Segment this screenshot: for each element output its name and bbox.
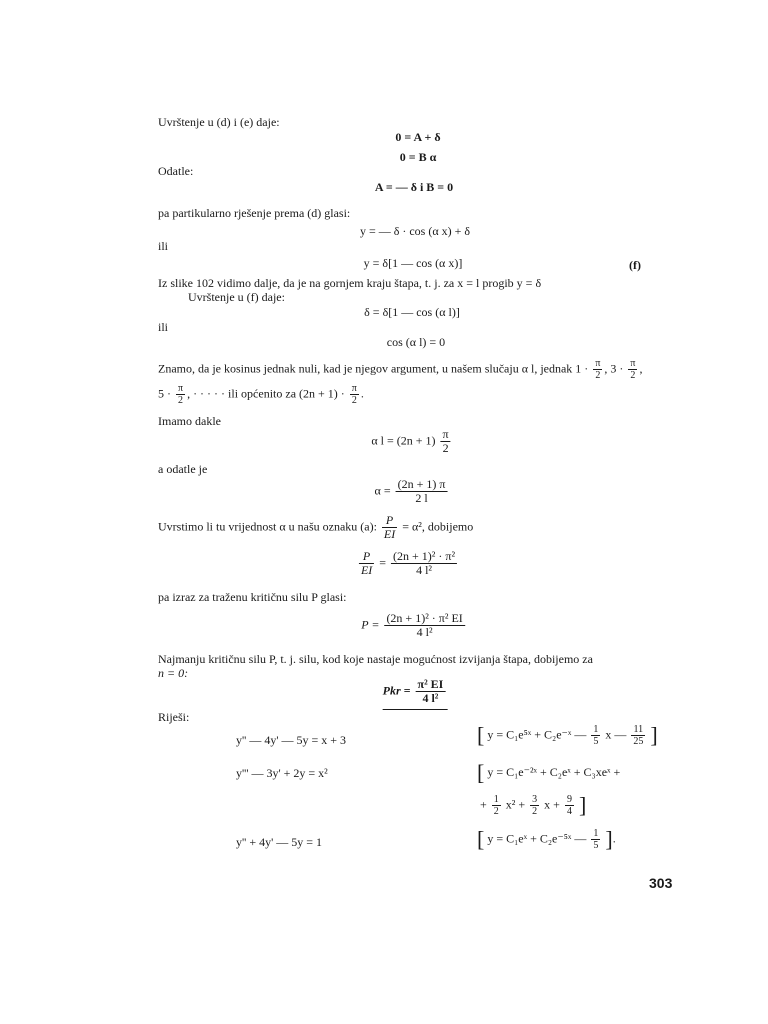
fraction: $\frac{P}{EI}$ <box>383 513 396 542</box>
boxed-result: Pkr = $\frac{\text{π² EI}}{\text{4 l²}}$ <box>383 678 448 710</box>
text-line: pa partikularno rješenje prema (d) glasi: <box>158 206 351 220</box>
fraction: $\frac{9}{4}$ <box>566 794 572 817</box>
text-line: ili <box>158 320 169 334</box>
fraction: $\frac{\text{(2n + 1)² · π²}}{\text{4 l²}}$ <box>393 549 456 578</box>
text-line: n = 0: <box>158 666 189 680</box>
page-number: 303 <box>649 875 673 891</box>
text-line: pa izraz za traženu kritičnu silu P glasi: <box>158 590 347 604</box>
fraction: $\frac{\text{π² EI}}{\text{4 l²}}$ <box>417 677 444 706</box>
text-line: ili <box>158 239 169 253</box>
text-line: Uvrštenje u (d) i (e) daje: <box>158 115 280 129</box>
equation: α l = (2n + 1) $\frac{\pi}{2}$ <box>371 427 449 456</box>
fraction: $\frac{\pi}{2}$ <box>442 427 449 456</box>
fraction: $\frac{1}{2}$ <box>493 794 499 817</box>
text-line: Odatle: <box>158 164 194 178</box>
text-line: 5 · $\frac{\pi}{2}$ , · · · · · ili općenito za (2n + 1) · $\frac{\pi}{2}$ . <box>158 383 364 406</box>
fraction: $\frac{\pi}{2}$ <box>351 383 357 406</box>
fraction: $\frac{\pi}{2}$ <box>630 358 636 381</box>
equation: 0 = B α <box>399 150 437 164</box>
exercise-answer-continued: + $\frac{1}{2}$ x² + $\frac{3}{2}$ x + $\frac{9}{4}$ ] <box>480 792 587 818</box>
text-line: Uvrštenje u (f) daje: <box>188 290 285 304</box>
exercise-answer: [ y = C₁e⁻²ˣ + C₂eˣ + C₃xeˣ + <box>477 760 621 785</box>
equation: A = — δ i B = 0 <box>374 180 454 194</box>
text-line: Uvrstimo li tu vrijednost α u našu oznaku (a): $\frac{P}{EI}$ = α², dobijemo <box>158 513 474 542</box>
text-line: a odatle je <box>158 462 208 476</box>
fraction: $\frac{\pi}{2}$ <box>595 358 601 381</box>
fraction: $\frac{\text{(2n + 1)² · π² EI}}{\text{4 l²}}$ <box>386 611 463 640</box>
fraction: $\frac{1}{5}$ <box>593 828 599 851</box>
equation: P = $\frac{\text{(2n + 1)² · π² EI}}{\text{4 l²}}$ <box>361 611 463 640</box>
equation: cos (α l) = 0 <box>386 335 446 349</box>
text-line: Imamo dakle <box>158 414 221 428</box>
exercise-answer: [ y = C₁eˣ + C₂e⁻⁵ˣ — $\frac{1}{5}$ ]. <box>477 826 616 852</box>
equation: 0 = A + δ <box>395 130 441 144</box>
equation: y = — δ · cos (α x) + δ <box>359 224 471 238</box>
fraction: $\frac{11}{25}$ <box>633 724 644 747</box>
exercise-equation: y'' — 4y' — 5y = x + 3 <box>236 733 347 747</box>
equation: y = δ[1 — cos (α x)] <box>363 256 463 270</box>
exercise-equation: y'' + 4y' — 5y = 1 <box>236 835 323 849</box>
equation: δ = δ[1 — cos (α l)] <box>364 305 460 319</box>
text-line: Znamo, da je kosinus jednak nuli, kad je njegov argument, u našem slučaju α l, jednak 1 · $\frac{\pi}{2}$ , 3 · $\frac{\pi}{2}$ , <box>158 358 643 381</box>
text-line: Riješi: <box>158 710 190 724</box>
equation-tag: (f) <box>629 258 641 272</box>
equation: $\frac{P}{EI}$ = $\frac{\text{(2n + 1)² · π²}}{\text{4 l²}}$ <box>360 549 456 578</box>
fraction: $\frac{1}{5}$ <box>593 724 599 747</box>
exercise-answer: [ y = C₁e⁵ˣ + C₂e⁻ˣ — $\frac{1}{5}$ x — $\frac{11}{25}$ ] <box>477 722 658 748</box>
fraction: $\frac{(2n + 1) \pi}{2 l}$ <box>397 477 446 506</box>
fraction: $\frac{3}{2}$ <box>532 794 538 817</box>
exercise-equation: y''' — 3y' + 2y = x² <box>236 766 328 780</box>
text-line: Najmanju kritičnu silu P, t. j. silu, kod koje nastaje mogućnost izvijanja štapa, dobijemo za <box>158 652 593 666</box>
fraction: $\frac{P}{EI}$ <box>360 549 373 578</box>
equation: α = $\frac{(2n + 1) \pi}{2 l}$ <box>374 477 446 506</box>
text-line: Iz slike 102 vidimo dalje, da je na gornjem kraju štapa, t. j. za x = l progib y = δ <box>158 276 542 290</box>
fraction: $\frac{\pi}{2}$ <box>178 383 184 406</box>
